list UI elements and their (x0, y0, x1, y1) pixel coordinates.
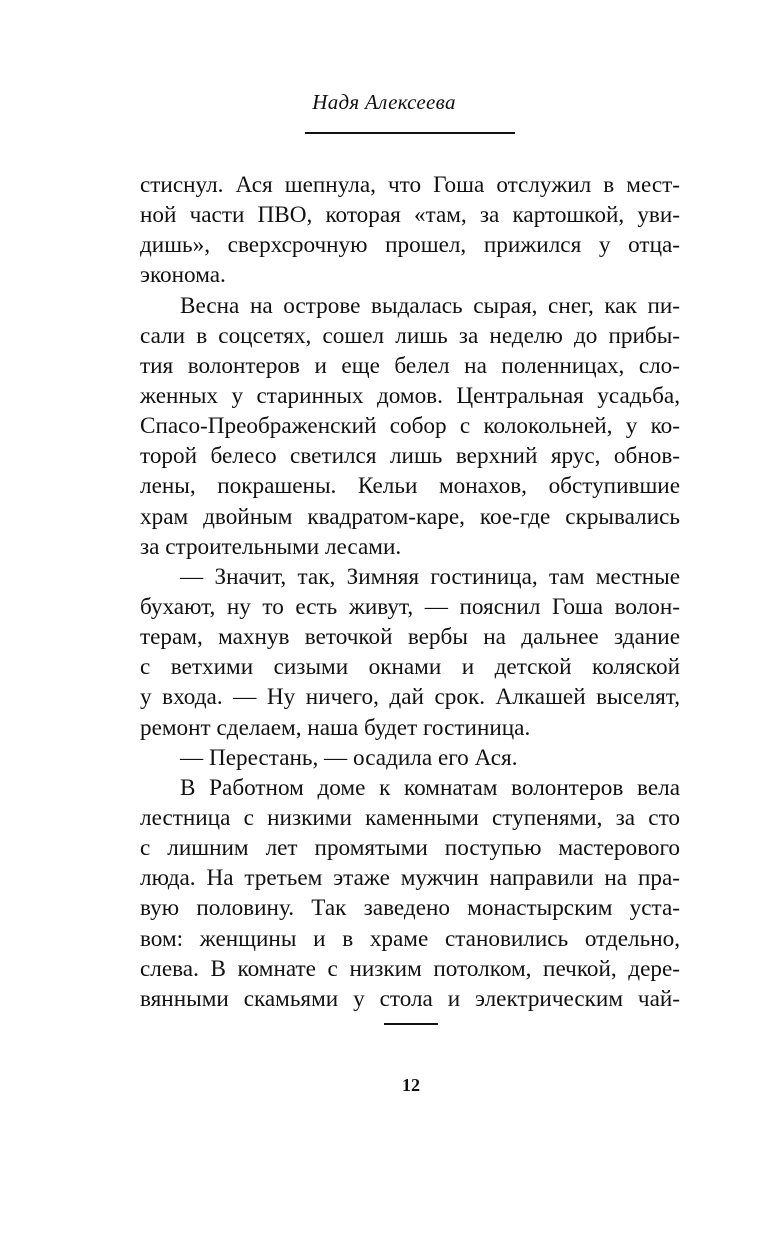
text-line: вую половину. Так заведено монастырским уста- (140, 895, 680, 922)
text-line: тия волонтеров и еще белел на поленницах, сло- (140, 352, 680, 379)
text-line: Спасо-Преображенский собор с колокольней, у ко- (140, 413, 680, 440)
text-line: торой белесо светился лишь верхний ярус, обнов- (140, 443, 680, 470)
text-line: за строительными лесами. (140, 533, 402, 560)
text-line: В Работном доме к комнатам волонтеров вела (180, 774, 680, 801)
text-line: женных у старинных домов. Центральная усадьба, (140, 382, 680, 409)
text-line: с ветхими сизыми окнами и детской коляской (140, 654, 680, 681)
text-line: вом: женщины и в храме становились отдельно, (140, 925, 680, 952)
text-line: у входа. — Ну ничего, дай срок. Алкашей выселят, (140, 684, 680, 711)
text-line: бухают, ну то есть живут, — пояснил Гоша волон- (140, 593, 680, 620)
text-line: вянными скамьями у стола и электрическим чай- (140, 985, 680, 1012)
text-line: дишь», сверхсрочную прошел, прижился у отца- (140, 232, 680, 259)
text-line: с лишним лет промятыми поступью мастерового (140, 835, 680, 862)
text-line: Весна на острове выдалась сырая, снег, как пи- (180, 292, 680, 319)
text-line: ремонт сделаем, наша будет гостиница. (140, 714, 531, 741)
text-line: сали в соцсетях, сошел лишь за неделю до прибы- (140, 322, 680, 349)
text-line: терам, махнув веточкой вербы на дальнее здание (140, 624, 680, 651)
footer-rule (384, 1023, 438, 1025)
running-head-author: Надя Алексеева (312, 90, 456, 114)
header-rule (305, 132, 515, 134)
text-line: эконома. (140, 262, 226, 289)
page-number: 12 (402, 1075, 420, 1095)
text-line: ной части ПВО, которая «там, за картошкой, уви- (140, 202, 680, 229)
text-line: слева. В комнате с низким потолком, печкой, дере- (140, 955, 680, 982)
text-line: лены, покрашены. Кельи монахов, обступившие (140, 473, 680, 500)
text-line: стиснул. Ася шепнула, что Гоша отслужил в мест- (140, 172, 680, 198)
text-line: — Значит, так, Зимняя гостиница, там местные (180, 563, 680, 590)
text-line: люда. На третьем этаже мужчин направили на пра- (140, 865, 680, 892)
text-line: лестница с низкими каменными ступенями, за сто (140, 804, 680, 831)
body-text (140, 170, 680, 1014)
text-line: — Перестань, — осадила его Ася. (180, 744, 518, 771)
text-line: храм двойным квадратом-каре, кое-где скрывались (140, 503, 680, 530)
